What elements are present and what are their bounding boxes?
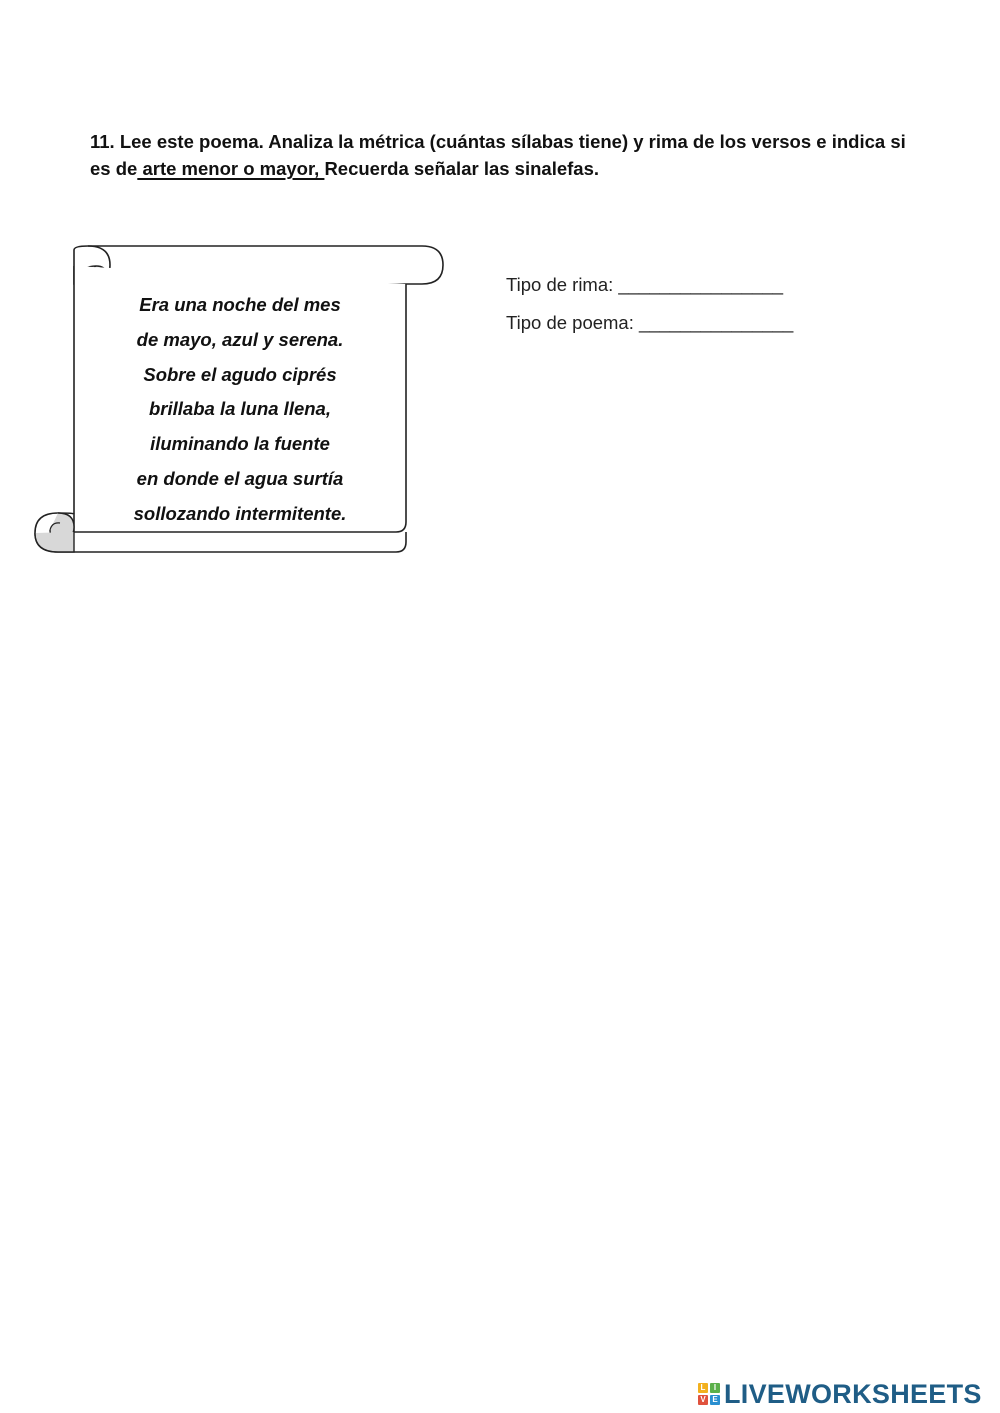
poem-verse: sollozando intermitente. (133, 502, 347, 524)
rhyme-type-answer-field[interactable]: Tipo de rima: ________________ (506, 274, 784, 295)
poem-type-answer-field[interactable]: Tipo de poema: _______________ (506, 312, 794, 333)
logo-mark-letter: V (698, 1395, 708, 1405)
poem-verse: brillaba la luna llena, (149, 398, 331, 420)
poem-verse: en donde el agua surtía (136, 467, 344, 489)
poem (92, 288, 388, 532)
poem-verse: Era una noche del mes (139, 294, 341, 315)
poem-verse: de mayo, azul y serena. (136, 328, 344, 350)
answer-section (506, 266, 793, 342)
logo-mark-letter: L (698, 1383, 708, 1393)
poem-verse: Sobre el agudo ciprés (143, 363, 337, 385)
logo-mark-letter: E (710, 1395, 720, 1405)
logo-mark-letter: I (710, 1383, 720, 1393)
logo-text: LIVEWORKSHEETS (724, 1378, 982, 1409)
exercise-instruction (90, 128, 920, 182)
logo-mark-icon (698, 1383, 720, 1405)
instruction-text-end: Recuerda señalar las sinalefas. (324, 158, 600, 179)
poem-verse: iluminando la fuente (150, 433, 330, 455)
liveworksheets-logo (698, 1378, 982, 1410)
instruction-text: 11. Lee este poema. Analiza la métrica (cuántas sílabas tiene) y rima de los versos e indica si es de (90, 131, 906, 179)
instruction-underlined-text: arte menor o mayor, (137, 158, 325, 179)
